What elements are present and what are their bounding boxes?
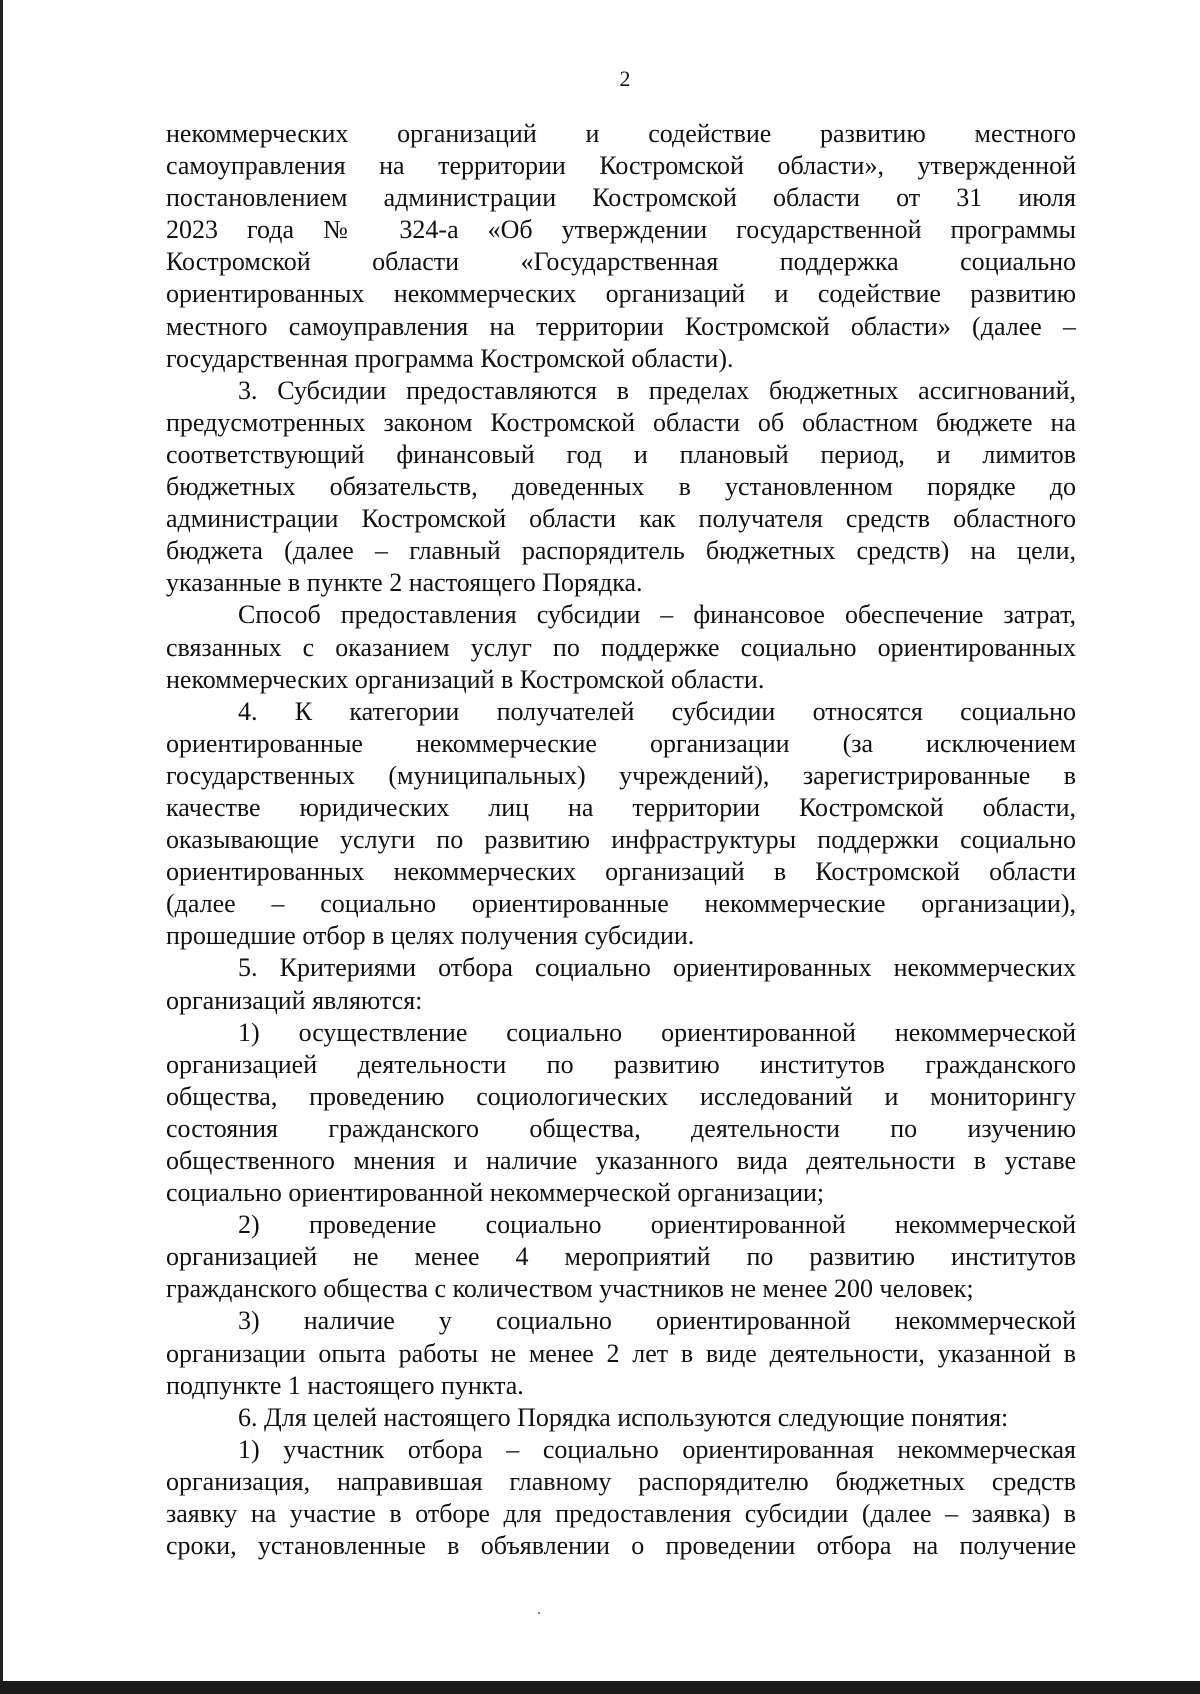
text-line: 1) участник отбора – социально ориентированная некоммерческая: [238, 1434, 1076, 1464]
scan-edge-left: [0, 0, 3, 1694]
text-line: организация, направившая главному распорядителю бюджетных средств: [166, 1466, 1076, 1496]
text-line: постановлением администрации Костромской области от 31 июля: [166, 183, 1076, 213]
text-line: общества, проведению социологических исследований и мониторингу: [166, 1081, 1076, 1111]
text-line: оказывающие услуги по развитию инфраструктуры поддержки социально: [166, 825, 1076, 855]
text-line: 4. К категории получателей субсидии относятся социально: [238, 696, 1076, 726]
text-line: организацией не менее 4 мероприятий по развитию институтов: [166, 1242, 1076, 1272]
text-line: 3) наличие у социально ориентированной некоммерческой: [238, 1306, 1076, 1336]
text-line: сроки, установленные в объявлении о проведении отбора на получение: [166, 1531, 1076, 1561]
text-line: (далее – социально ориентированные некоммерческие организации),: [166, 889, 1076, 919]
text-line: 2) проведение социально ориентированной некоммерческой: [238, 1210, 1076, 1240]
text-line: указанные в пункте 2 настоящего Порядка.: [166, 568, 643, 598]
text-line: некоммерческих организаций и содействие развитию местного: [166, 119, 1076, 148]
text-line: государственных (муниципальных) учреждений), зарегистрированные в: [166, 760, 1076, 790]
scan-edge-bottom: [0, 1681, 1200, 1694]
text-line: 1) осуществление социально ориентированной некоммерческой: [238, 1017, 1076, 1047]
page-number: 2: [619, 66, 631, 91]
text-line: заявку на участие в отборе для предоставления субсидии (далее – заявка) в: [166, 1499, 1076, 1529]
text-line: 3. Субсидии предоставляются в пределах бюджетных ассигнований,: [238, 375, 1076, 405]
text-line: качестве юридических лиц на территории Костромской области,: [166, 792, 1076, 822]
text-line: ориентированных некоммерческих организаций и содействие развитию: [166, 279, 1076, 309]
text-line: организации опыта работы не менее 2 лет в виде деятельности, указанной в: [166, 1338, 1076, 1368]
text-line: соответствующий финансовый год и плановый период, и лимитов: [166, 439, 1076, 469]
text-line: самоуправления на территории Костромской области», утвержденной: [166, 151, 1076, 181]
scan-speck: [538, 1612, 540, 1614]
text-line: состояния гражданского общества, деятельности по изучению: [166, 1113, 1076, 1143]
text-line: общественного мнения и наличие указанного вида деятельности в уставе: [166, 1146, 1076, 1175]
text-line: бюджетных обязательств, доведенных в установленном порядке до: [166, 472, 1076, 502]
text-line: ориентированные некоммерческие организации (за исключением: [166, 728, 1076, 758]
text-line: государственная программа Костромской области).: [166, 343, 734, 373]
text-line: прошедшие отбор в целях получения субсидии.: [166, 921, 695, 951]
text-line: Костромской области «Государственная поддержка социально: [166, 247, 1076, 277]
text-line: Способ предоставления субсидии – финансовое обеспечение затрат,: [238, 600, 1076, 630]
text-line: подпункте 1 настоящего пункта.: [166, 1370, 524, 1400]
text-line: местного самоуправления на территории Костромской области» (далее –: [166, 311, 1076, 341]
body-text: [166, 118, 1076, 1562]
text-line: связанных с оказанием услуг по поддержке социально ориентированных: [166, 632, 1076, 662]
text-line: 2023 года № 324-а «Об утверждении государственной программы: [166, 215, 1076, 245]
text-line: социально ориентированной некоммерческой организации;: [166, 1178, 825, 1208]
text-line: 5. Критериями отбора социально ориентированных некоммерческих: [238, 953, 1076, 983]
text-line: ориентированных некоммерческих организаций в Костромской области: [166, 857, 1076, 887]
text-line: организацией деятельности по развитию институтов гражданского: [166, 1049, 1076, 1079]
text-line: предусмотренных законом Костромской области об областном бюджете на: [166, 407, 1076, 437]
text-line: 6. Для целей настоящего Порядка используются следующие понятия:: [238, 1402, 1009, 1432]
text-line: некоммерческих организаций в Костромской области.: [166, 664, 765, 694]
text-line: гражданского общества с количеством участников не менее 200 человек;: [166, 1274, 974, 1304]
text-line: администрации Костромской области как получателя средств областного: [166, 504, 1076, 534]
text-line: бюджета (далее – главный распорядитель бюджетных средств) на цели,: [166, 536, 1076, 566]
text-line: организаций являются:: [166, 985, 423, 1015]
